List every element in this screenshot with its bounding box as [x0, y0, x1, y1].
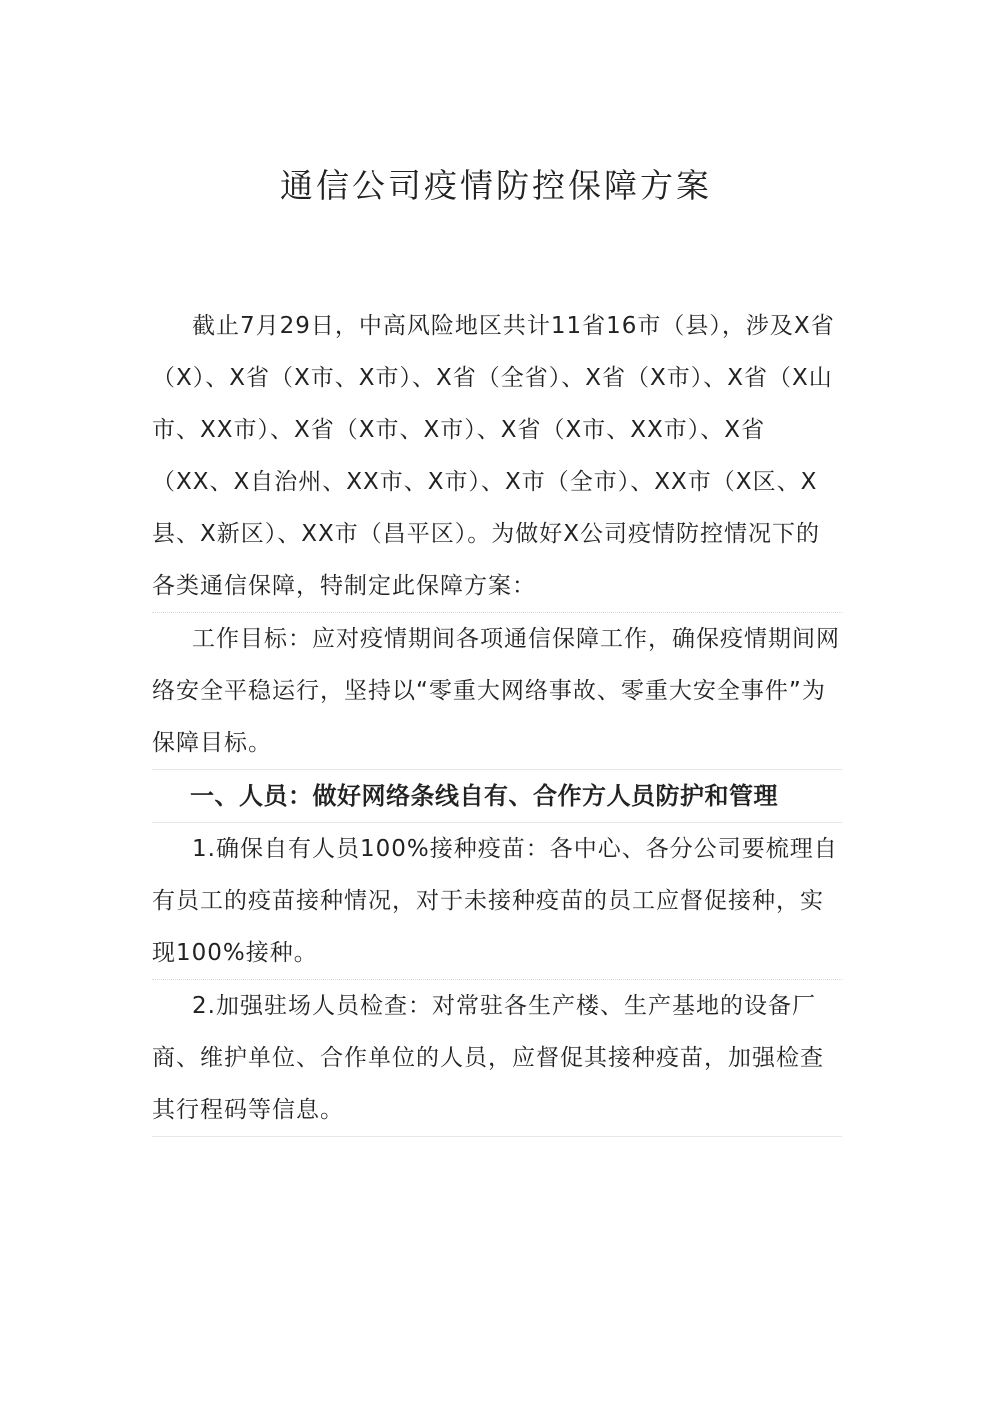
- intro-paragraph: 截止7月29日，中高风险地区共计11省16市（县），涉及X省（X）、X省（X市、X市）、X省（全省）、X省（X市）、X省（X山市、XX市）、X省（X市、X市）、X省（X市、XX市）、X省（XX、X自治州、XX市、X市）、X市（全市）、XX市（X区、X县、X新区）、XX市（昌平区）。为做好X公司疫情防控情况下的各类通信保障，特制定此保障方案：: [152, 300, 842, 613]
- document-title: 通信公司疫情防控保障方案: [280, 166, 712, 205]
- list-item: 2.加强驻场人员检查：对常驻各生产楼、生产基地的设备厂商、维护单位、合作单位的人员，应督促其接种疫苗，加强检查其行程码等信息。: [152, 980, 842, 1137]
- goal-paragraph: 工作目标：应对疫情期间各项通信保障工作，确保疫情期间网络安全平稳运行，坚持以“零重大网络事故、零重大安全事件”为保障目标。: [152, 626, 840, 756]
- list-item: 1.确保自有人员100%接种疫苗：各中心、各分公司要梳理自有员工的疫苗接种情况，对于未接种疫苗的员工应督促接种，实现100%接种。: [152, 823, 842, 980]
- document-body: [152, 300, 842, 1137]
- section-heading: 一、人员：做好网络条线自有、合作方人员防护和管理: [152, 769, 842, 823]
